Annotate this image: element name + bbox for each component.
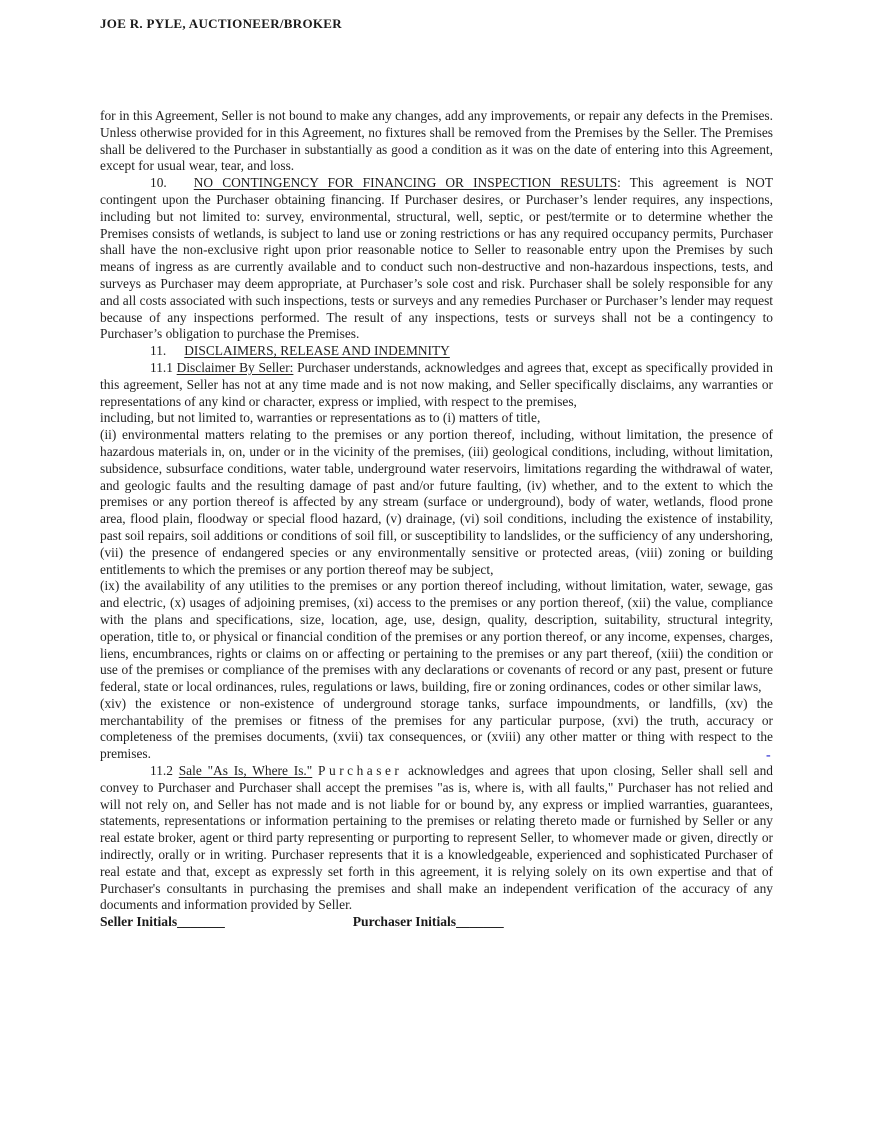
section-11-2-heading: Sale "As Is, Where Is." xyxy=(178,763,313,779)
section-11-1-body-line2: including, but not limited to, warranties or representations as to (i) matters of title, xyxy=(100,410,541,426)
section-11-1-body-line1: Purchaser understands, acknowledges and agrees that, except as specifically provided in this agreement, Seller has not at any time made and is not now making, and Seller specifically disclaims, any warranties or representations of any kind or character, express or implied, with respect to the premises, xyxy=(100,359,773,409)
document-body xyxy=(100,108,773,931)
section-11-1-heading: Disclaimer By Seller: xyxy=(176,359,294,375)
section-10-body: : This agreement is NOT contingent upon the Purchaser obtaining financing. If Purchaser desires, or Purchaser’s lender requires, any inspections, including but not limited to: survey, environmental, structural, well, septic, or pest/termite or to determine whether the Premises consists of wetlands, is subject to land use or zoning restrictions or has any required occupancy permits, Purchaser shall have the non-exclusive right upon prior reasonable notice to Seller to reasonable entry upon the Premises by such means of ingress as are currently available and to conduct such non-destructive and non-hazardous inspections, tests, and surveys as Purchaser may deem appropriate, at Purchaser’s sole cost and risk. Purchaser shall be solely responsible for any and all costs associated with such inspections, tests or surveys and any remedies Purchaser or Purchaser’s lender may request because of any inspections performed. The result of any inspections, tests or surveys shall not be a contingency to Purchaser’s obligation to purchase the Premises. xyxy=(100,175,773,342)
section-11-1-paragraph xyxy=(100,360,773,427)
section-11-2-paragraph xyxy=(100,763,773,914)
section-11-1-number: 11.1 xyxy=(150,359,173,375)
document-header-title: JOE R. PYLE, AUCTIONEER/BROKER xyxy=(100,16,342,31)
section-11-1-clause-xiv: (xiv) the existence or non-existence of underground storage tanks, surface impoundments, or landfills, (xv) the merchantability of the premises or fitness of the premises for any particular purpose, (xvi) the truth, accuracy or completeness of the premises documents, (xvii) tax consequences, or (xviii) any other matter or thing with respect to the premises. xyxy=(100,695,773,762)
initials-line xyxy=(100,914,773,931)
section-11-1-clause-ix: (ix) the availability of any utilities to the premises or any portion thereof including, without limitation, water, sewage, gas and electric, (x) usages of adjoining premises, (xi) access to the premises or any portion thereof, (xii) the value, compliance with the plans and specifications, size, location, age, use, design, quality, description, suitability, structural integrity, operation, title to, or physical or financial condition of the premises or any portion thereof, or any income, expenses, charges, liens, encumbrances, rights or claims on or affecting or pertaining to the premises or any part thereof, (xiii) the condition or use of the premises or compliance of the premises with any declarations or covenants of record or any past, present or future federal, state or local ordinances, rules, regulations or laws, building, fire or zoning ordinances, codes or other similar laws, xyxy=(100,578,773,695)
section-10-paragraph xyxy=(100,175,773,343)
section-10-heading: NO CONTINGENCY FOR FINANCING OR INSPECTION RESULTS xyxy=(193,175,618,191)
section-11-2-purchaser-word: Purchaser xyxy=(318,763,403,779)
section-11-1-clause-ii: (ii) environmental matters relating to the premises or any portion thereof, including, without limitation, the presence of hazardous materials in, on, under or in the vicinity of the premises, (iii) geological conditions, including, without limitation, subsidence, subsurface conditions, water table, underground water reservoirs, limitations regarding the withdrawal of water, and geologic faults and the resulting damage of past and/or future faulting, (iv) whether, and to the extent to which the premises or any portion thereof is affected by any stream (surface or underground), body of water, wetlands, flood prone area, flood plain, floodway or special flood hazard, (v) drainage, (vi) soil conditions, including the existence of instability, past soil repairs, soil additions or conditions of soil fill, or susceptibility to landslides, or the sufficiency of any undershoring, (vii) the presence of endangered species or any environmentally sensitive or protected areas, (viii) zoning or building entitlements to which the premises or any portion thereof may be subject, xyxy=(100,427,773,577)
intro-paragraph: for in this Agreement, Seller is not bound to make any changes, add any improvements, or repair any defects in the Premises. Unless otherwise provided for in this Agreement, no fixtures shall be removed from the Premises by the Seller. The Premises shall be delivered to the Purchaser in substantially as good a condition as it was on the date of entering into this Agreement, except for usual wear, tear, and loss. xyxy=(100,108,773,174)
purchaser-initials-blank: _______ xyxy=(456,914,504,930)
purchaser-initials-label: Purchaser Initials xyxy=(352,914,457,930)
section-11-heading-line xyxy=(100,343,773,360)
margin-annotation-dash: - xyxy=(766,748,771,763)
section-11-number: 11. xyxy=(150,343,167,359)
seller-initials-label: Seller Initials xyxy=(100,914,178,930)
seller-initials-blank: _______ xyxy=(177,914,225,930)
section-10-number: 10. xyxy=(150,175,167,191)
section-11-heading: DISCLAIMERS, RELEASE AND INDEMNITY xyxy=(184,343,450,359)
section-11-2-body: acknowledges and agrees that upon closing, Seller shall sell and convey to Purchaser and Purchaser shall accept the premises "as is, where is, with all faults," Purchaser has not relied and will not rely on, and Seller has not made and is not liable for or bound by, any express or implied warranties, guarantees, statements, representations or information pertaining to the premises or relating thereto made or furnished by Seller or any real estate broker, agent or third party representing or purporting to represent Seller, to whomever made or given, directly or indirectly, orally or in writing. Purchaser represents that it is a knowledgeable, experienced and sophisticated Purchaser of real estate and that, except as expressly set forth in this agreement, it is relying solely on its own expertise and that of Purchaser's consultants in purchasing the premises and shall make an independent verification of the accuracy of any documents and information provided by Seller. xyxy=(100,763,773,913)
section-11-2-number: 11.2 xyxy=(150,763,173,779)
